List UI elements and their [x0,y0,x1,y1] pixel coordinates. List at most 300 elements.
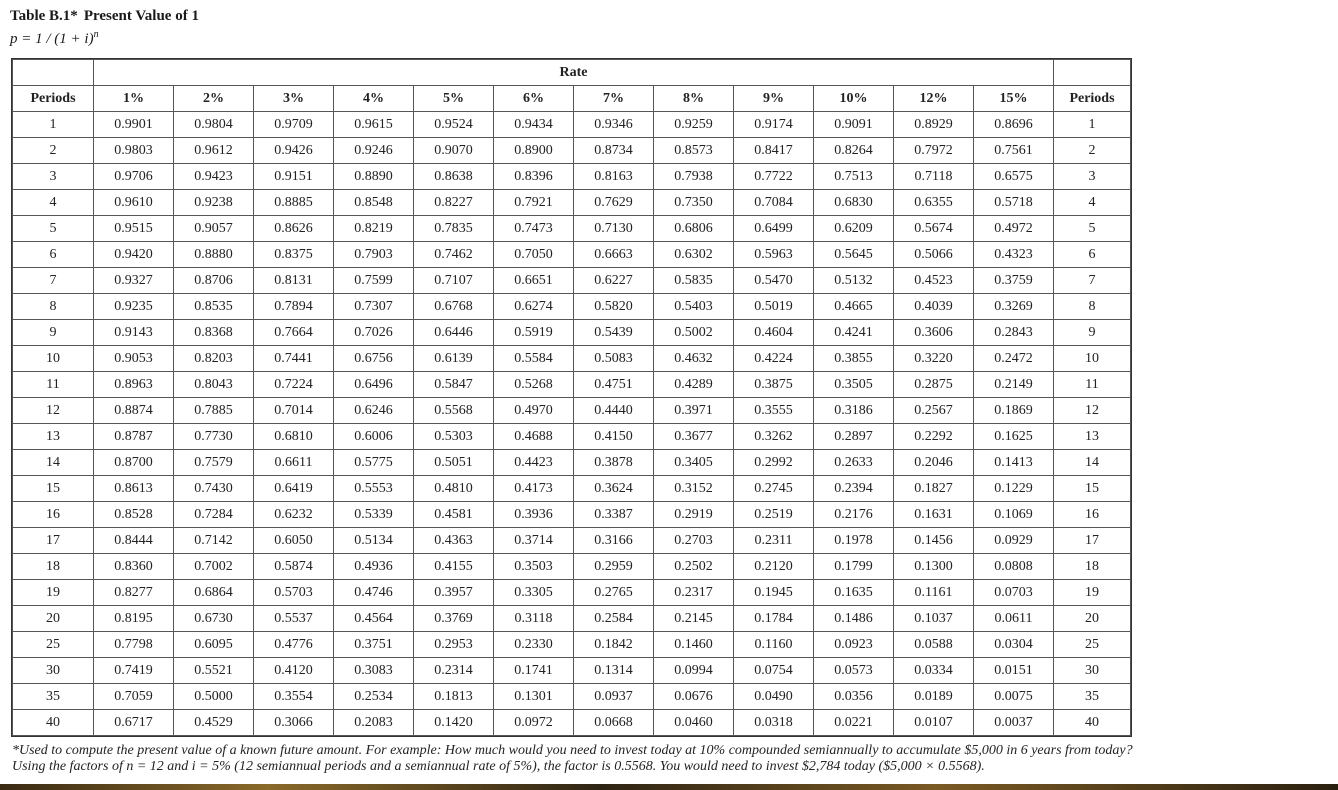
period-cell-left: 12 [13,398,94,424]
value-cell: 0.0994 [654,658,734,684]
value-cell: 0.5847 [414,372,494,398]
value-cell: 0.9143 [94,320,174,346]
value-cell: 0.9803 [94,138,174,164]
value-cell: 0.3606 [894,320,974,346]
value-cell: 0.2567 [894,398,974,424]
value-cell: 0.2472 [974,346,1054,372]
value-cell: 0.5537 [254,606,334,632]
value-cell: 0.6806 [654,216,734,242]
periods-header-left: Periods [13,86,94,112]
table-row [13,138,1131,164]
value-cell: 0.3714 [494,528,574,554]
table-row [13,346,1131,372]
value-cell: 0.9420 [94,242,174,268]
value-cell: 0.1827 [894,476,974,502]
value-cell: 0.6663 [574,242,654,268]
value-cell: 0.3677 [654,424,734,450]
period-cell-left: 1 [13,112,94,138]
value-cell: 0.9524 [414,112,494,138]
value-cell: 0.3220 [894,346,974,372]
value-cell: 0.3269 [974,294,1054,320]
table-title [10,6,199,26]
value-cell: 0.6302 [654,242,734,268]
period-cell-left: 3 [13,164,94,190]
value-cell: 0.3262 [734,424,814,450]
value-cell: 0.7107 [414,268,494,294]
period-cell-right: 30 [1054,658,1131,684]
value-cell: 0.2875 [894,372,974,398]
value-cell: 0.0668 [574,710,654,736]
value-cell: 0.3878 [574,450,654,476]
value-cell: 0.9053 [94,346,174,372]
value-cell: 0.4150 [574,424,654,450]
rate-header: 3% [254,86,334,112]
value-cell: 0.7130 [574,216,654,242]
value-cell: 0.1460 [654,632,734,658]
value-cell: 0.6274 [494,294,574,320]
value-cell: 0.2534 [334,684,414,710]
value-cell: 0.5403 [654,294,734,320]
value-cell: 0.4323 [974,242,1054,268]
period-cell-left: 7 [13,268,94,294]
period-cell-left: 17 [13,528,94,554]
value-cell: 0.1161 [894,580,974,606]
value-cell: 0.9346 [574,112,654,138]
value-cell: 0.0676 [654,684,734,710]
value-cell: 0.9706 [94,164,174,190]
value-cell: 0.1037 [894,606,974,632]
period-cell-left: 11 [13,372,94,398]
table-row [13,632,1131,658]
value-cell: 0.7084 [734,190,814,216]
period-cell-right: 16 [1054,502,1131,528]
value-cell: 0.9804 [174,112,254,138]
period-cell-right: 8 [1054,294,1131,320]
value-cell: 0.6864 [174,580,254,606]
value-cell: 0.2314 [414,658,494,684]
value-cell: 0.7972 [894,138,974,164]
value-cell: 0.0611 [974,606,1054,632]
value-cell: 0.6496 [334,372,414,398]
period-cell-right: 25 [1054,632,1131,658]
value-cell: 0.6756 [334,346,414,372]
value-cell: 0.5268 [494,372,574,398]
value-cell: 0.3769 [414,606,494,632]
table-row [13,112,1131,138]
rate-header: 5% [414,86,494,112]
value-cell: 0.1314 [574,658,654,684]
period-cell-right: 10 [1054,346,1131,372]
value-cell: 0.2083 [334,710,414,736]
value-cell: 0.5963 [734,242,814,268]
period-cell-right: 11 [1054,372,1131,398]
value-cell: 0.0304 [974,632,1054,658]
value-cell: 0.2330 [494,632,574,658]
value-cell: 0.8626 [254,216,334,242]
value-cell: 0.0923 [814,632,894,658]
value-cell: 0.3152 [654,476,734,502]
value-cell: 0.8787 [94,424,174,450]
value-cell: 0.7059 [94,684,174,710]
value-cell: 0.4155 [414,554,494,580]
value-cell: 0.1869 [974,398,1054,424]
value-cell: 0.0334 [894,658,974,684]
value-cell: 0.7224 [254,372,334,398]
period-cell-right: 3 [1054,164,1131,190]
value-cell: 0.8638 [414,164,494,190]
value-cell: 0.6768 [414,294,494,320]
value-cell: 0.4776 [254,632,334,658]
value-cell: 0.7014 [254,398,334,424]
footnote [12,743,1332,775]
period-cell-left: 16 [13,502,94,528]
value-cell: 0.5820 [574,294,654,320]
value-cell: 0.4581 [414,502,494,528]
value-cell: 0.9259 [654,112,734,138]
period-cell-right: 40 [1054,710,1131,736]
value-cell: 0.1978 [814,528,894,554]
value-cell: 0.2317 [654,580,734,606]
period-cell-right: 18 [1054,554,1131,580]
value-cell: 0.7835 [414,216,494,242]
value-cell: 0.7026 [334,320,414,346]
value-cell: 0.6499 [734,216,814,242]
value-cell: 0.6355 [894,190,974,216]
value-cell: 0.3554 [254,684,334,710]
period-cell-left: 2 [13,138,94,164]
value-cell: 0.3066 [254,710,334,736]
value-cell: 0.8360 [94,554,174,580]
value-cell: 0.9901 [94,112,174,138]
table-row [13,710,1131,736]
value-cell: 0.2703 [654,528,734,554]
value-cell: 0.8264 [814,138,894,164]
value-cell: 0.9327 [94,268,174,294]
period-cell-right: 7 [1054,268,1131,294]
value-cell: 0.2394 [814,476,894,502]
value-cell: 0.5703 [254,580,334,606]
value-cell: 0.8368 [174,320,254,346]
rate-header: 1% [94,86,174,112]
value-cell: 0.4224 [734,346,814,372]
period-cell-right: 6 [1054,242,1131,268]
value-cell: 0.1799 [814,554,894,580]
value-cell: 0.8219 [334,216,414,242]
value-cell: 0.3751 [334,632,414,658]
value-cell: 0.5835 [654,268,734,294]
value-cell: 0.8890 [334,164,414,190]
value-cell: 0.3083 [334,658,414,684]
value-cell: 0.6717 [94,710,174,736]
value-cell: 0.6575 [974,164,1054,190]
value-cell: 0.4665 [814,294,894,320]
value-cell: 0.3855 [814,346,894,372]
value-cell: 0.5645 [814,242,894,268]
rate-header: 9% [734,86,814,112]
value-cell: 0.2519 [734,502,814,528]
period-cell-right: 19 [1054,580,1131,606]
value-cell: 0.7730 [174,424,254,450]
value-cell: 0.7938 [654,164,734,190]
value-cell: 0.6419 [254,476,334,502]
value-cell: 0.8885 [254,190,334,216]
value-cell: 0.0189 [894,684,974,710]
period-cell-left: 8 [13,294,94,320]
periods-header-right: Periods [1054,86,1131,112]
value-cell: 0.8528 [94,502,174,528]
value-cell: 0.1635 [814,580,894,606]
value-cell: 0.7921 [494,190,574,216]
value-cell: 0.7307 [334,294,414,320]
table-row [13,476,1131,502]
value-cell: 0.8043 [174,372,254,398]
period-cell-left: 15 [13,476,94,502]
value-cell: 0.1301 [494,684,574,710]
value-cell: 0.8375 [254,242,334,268]
value-cell: 0.9709 [254,112,334,138]
value-cell: 0.0151 [974,658,1054,684]
value-cell: 0.9515 [94,216,174,242]
value-cell: 0.7513 [814,164,894,190]
table-row [13,424,1131,450]
rate-header: 6% [494,86,574,112]
value-cell: 0.8131 [254,268,334,294]
value-cell: 0.7629 [574,190,654,216]
value-cell: 0.7473 [494,216,574,242]
value-cell: 0.4523 [894,268,974,294]
table-row [13,502,1131,528]
value-cell: 0.7419 [94,658,174,684]
value-cell: 0.8874 [94,398,174,424]
table-row [13,658,1131,684]
value-cell: 0.8277 [94,580,174,606]
value-cell: 0.4423 [494,450,574,476]
value-cell: 0.3555 [734,398,814,424]
value-cell: 0.0221 [814,710,894,736]
table-row [13,554,1131,580]
table-row [13,606,1131,632]
value-cell: 0.4440 [574,398,654,424]
table-row [13,528,1131,554]
value-cell: 0.5132 [814,268,894,294]
value-cell: 0.4120 [254,658,334,684]
value-cell: 0.1300 [894,554,974,580]
value-cell: 0.1229 [974,476,1054,502]
value-cell: 0.4810 [414,476,494,502]
value-cell: 0.4241 [814,320,894,346]
value-cell: 0.2959 [574,554,654,580]
value-cell: 0.3957 [414,580,494,606]
value-cell: 0.8573 [654,138,734,164]
value-cell: 0.8613 [94,476,174,502]
value-cell: 0.0972 [494,710,574,736]
value-cell: 0.7284 [174,502,254,528]
value-cell: 0.9151 [254,164,334,190]
rate-header: 15% [974,86,1054,112]
value-cell: 0.2584 [574,606,654,632]
table-row [13,580,1131,606]
value-cell: 0.7441 [254,346,334,372]
blank-corner-left [13,60,94,86]
value-cell: 0.9426 [254,138,334,164]
value-cell: 0.0037 [974,710,1054,736]
value-cell: 0.7430 [174,476,254,502]
period-cell-left: 18 [13,554,94,580]
value-cell: 0.0808 [974,554,1054,580]
value-cell: 0.1456 [894,528,974,554]
value-cell: 0.6209 [814,216,894,242]
period-cell-right: 4 [1054,190,1131,216]
value-cell: 0.6246 [334,398,414,424]
value-cell: 0.7894 [254,294,334,320]
value-cell: 0.6050 [254,528,334,554]
value-cell: 0.6611 [254,450,334,476]
value-cell: 0.0754 [734,658,814,684]
period-cell-left: 25 [13,632,94,658]
period-cell-left: 5 [13,216,94,242]
value-cell: 0.5919 [494,320,574,346]
value-cell: 0.8203 [174,346,254,372]
value-cell: 0.3875 [734,372,814,398]
value-cell: 0.4746 [334,580,414,606]
value-cell: 0.8929 [894,112,974,138]
value-cell: 0.4970 [494,398,574,424]
rate-group-row [13,60,1131,86]
value-cell: 0.1625 [974,424,1054,450]
value-cell: 0.2897 [814,424,894,450]
value-cell: 0.4972 [974,216,1054,242]
period-cell-right: 35 [1054,684,1131,710]
value-cell: 0.2149 [974,372,1054,398]
value-cell: 0.8706 [174,268,254,294]
value-cell: 0.2145 [654,606,734,632]
value-cell: 0.0703 [974,580,1054,606]
value-cell: 0.8417 [734,138,814,164]
rate-header: 4% [334,86,414,112]
formula [10,26,199,48]
table-row [13,164,1131,190]
value-cell: 0.0318 [734,710,814,736]
formula-base: p = 1 / (1 + i) [10,31,94,47]
value-cell: 0.0107 [894,710,974,736]
value-cell: 0.0460 [654,710,734,736]
value-cell: 0.2311 [734,528,814,554]
value-cell: 0.2292 [894,424,974,450]
table-row [13,320,1131,346]
value-cell: 0.2765 [574,580,654,606]
value-cell: 0.7050 [494,242,574,268]
value-cell: 0.1813 [414,684,494,710]
footnote-line-2: Using the factors of n = 12 and i = 5% (12 semiannual periods and a semiannual rate of 5%), the factor is 0.5568. You would need to invest $2,784 today ($5,000 × 0.5568). [12,759,985,774]
value-cell: 0.1741 [494,658,574,684]
value-cell: 0.1842 [574,632,654,658]
value-cell: 0.7798 [94,632,174,658]
value-cell: 0.7903 [334,242,414,268]
period-cell-right: 1 [1054,112,1131,138]
value-cell: 0.1945 [734,580,814,606]
value-cell: 0.5083 [574,346,654,372]
value-cell: 0.9615 [334,112,414,138]
value-cell: 0.0573 [814,658,894,684]
value-cell: 0.6446 [414,320,494,346]
value-cell: 0.0937 [574,684,654,710]
value-cell: 0.2843 [974,320,1054,346]
value-cell: 0.3624 [574,476,654,502]
value-cell: 0.3118 [494,606,574,632]
value-cell: 0.7002 [174,554,254,580]
period-cell-left: 14 [13,450,94,476]
value-cell: 0.6810 [254,424,334,450]
value-cell: 0.5303 [414,424,494,450]
value-cell: 0.8444 [94,528,174,554]
value-cell: 0.5019 [734,294,814,320]
value-cell: 0.2919 [654,502,734,528]
value-cell: 0.6730 [174,606,254,632]
rate-header: 2% [174,86,254,112]
value-cell: 0.5002 [654,320,734,346]
value-cell: 0.9610 [94,190,174,216]
value-cell: 0.1413 [974,450,1054,476]
table-row [13,242,1131,268]
value-cell: 0.8535 [174,294,254,320]
value-cell: 0.5674 [894,216,974,242]
value-cell: 0.2176 [814,502,894,528]
period-cell-left: 30 [13,658,94,684]
value-cell: 0.4688 [494,424,574,450]
value-cell: 0.0490 [734,684,814,710]
value-cell: 0.8195 [94,606,174,632]
period-cell-right: 2 [1054,138,1131,164]
value-cell: 0.7142 [174,528,254,554]
value-cell: 0.4632 [654,346,734,372]
value-cell: 0.7561 [974,138,1054,164]
value-cell: 0.4751 [574,372,654,398]
value-cell: 0.6232 [254,502,334,528]
value-cell: 0.7462 [414,242,494,268]
value-cell: 0.6006 [334,424,414,450]
value-cell: 0.2992 [734,450,814,476]
value-cell: 0.1631 [894,502,974,528]
value-cell: 0.4173 [494,476,574,502]
period-cell-right: 13 [1054,424,1131,450]
rate-header: 10% [814,86,894,112]
value-cell: 0.2745 [734,476,814,502]
value-cell: 0.7579 [174,450,254,476]
rate-header: 8% [654,86,734,112]
period-cell-right: 14 [1054,450,1131,476]
column-header-row [13,86,1131,112]
value-cell: 0.0929 [974,528,1054,554]
value-cell: 0.5874 [254,554,334,580]
table-row [13,684,1131,710]
value-cell: 0.9057 [174,216,254,242]
value-cell: 0.5339 [334,502,414,528]
value-cell: 0.2633 [814,450,894,476]
value-cell: 0.5134 [334,528,414,554]
table-number: Table B.1* [10,8,78,24]
table-body [13,112,1131,736]
value-cell: 0.9235 [94,294,174,320]
value-cell: 0.8900 [494,138,574,164]
value-cell: 0.5568 [414,398,494,424]
value-cell: 0.0356 [814,684,894,710]
value-cell: 0.5718 [974,190,1054,216]
value-cell: 0.3405 [654,450,734,476]
table-subtitle: Present Value of 1 [83,8,199,24]
table-row [13,372,1131,398]
value-cell: 0.2120 [734,554,814,580]
value-cell: 0.7599 [334,268,414,294]
